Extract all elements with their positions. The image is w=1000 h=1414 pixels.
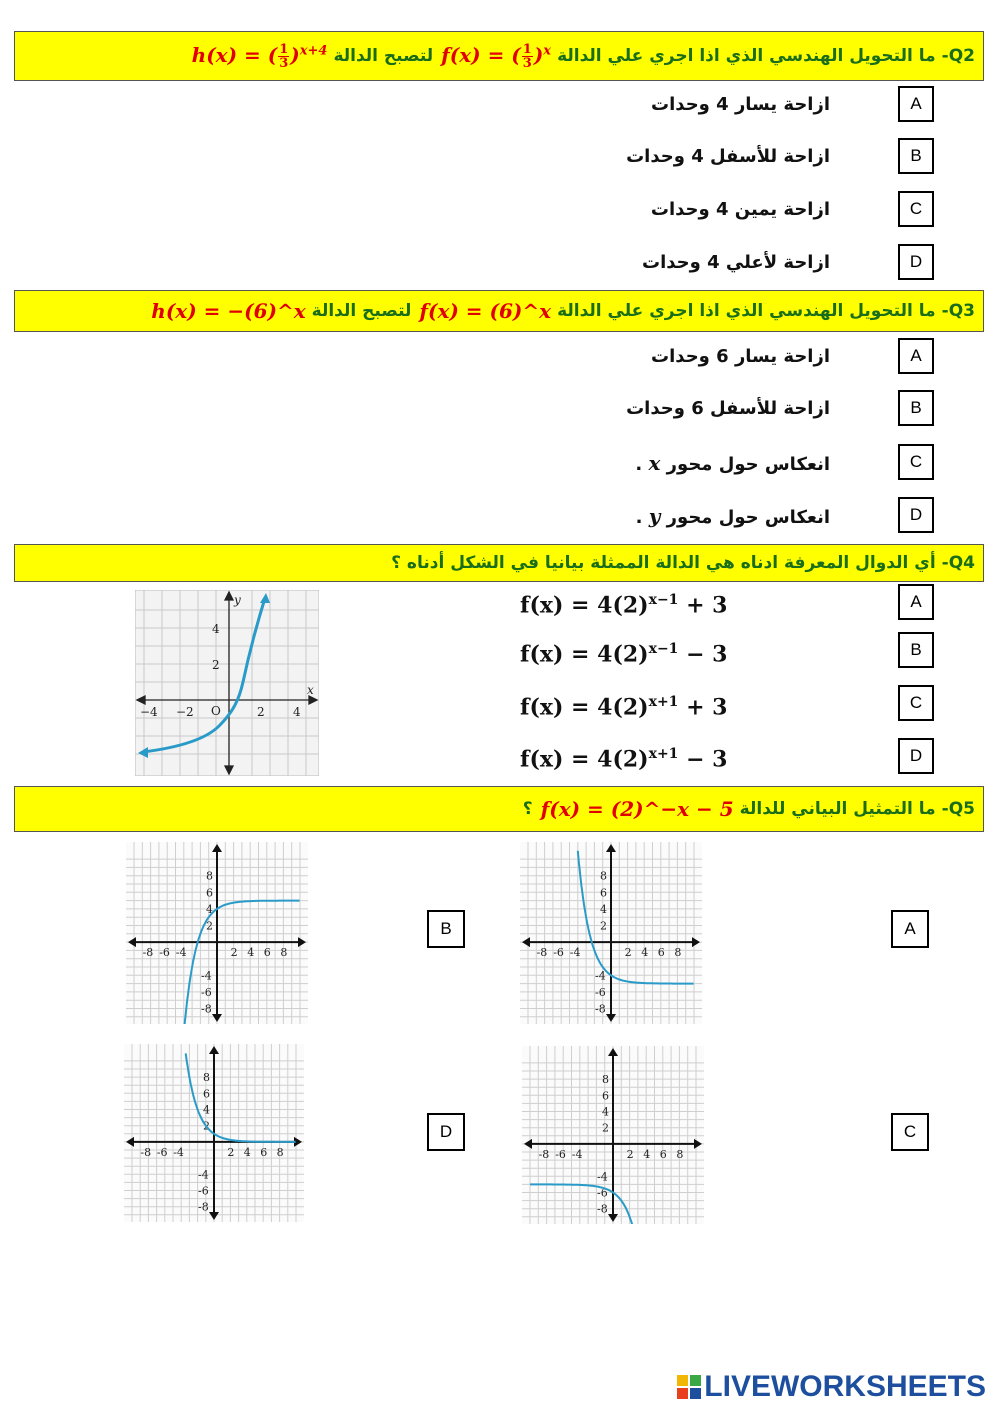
q5-ytick: -6 <box>198 1184 209 1198</box>
q4-graph-ytick-2: 2 <box>212 658 220 672</box>
q5-text: ما التمثيل البياني للدالة <box>739 799 936 819</box>
q5-xtick: 4 <box>643 1147 651 1161</box>
q4-option-c-base: f(x) = 4(2) <box>520 694 649 721</box>
q5-xtick: 8 <box>276 1145 284 1159</box>
q2-option-b-box[interactable]: B <box>898 138 934 174</box>
q4-option-a-tail: + 3 <box>678 592 728 619</box>
q5-ytick: -8 <box>201 1002 212 1016</box>
q5-ytick: 8 <box>602 1073 609 1087</box>
q5-ytick: 6 <box>602 1089 609 1103</box>
q5-ytick: 2 <box>600 919 607 933</box>
q2-option-a-box[interactable]: A <box>898 86 934 122</box>
q5-ytick: -4 <box>201 969 212 983</box>
q4-graph-xtick-4: 4 <box>293 705 301 719</box>
q3-option-c-text <box>430 451 830 475</box>
q3-number: Q3- <box>941 301 975 321</box>
q2-header <box>14 31 984 81</box>
q5-option-d-box[interactable]: D <box>427 1113 465 1151</box>
q2-option-b-text: ازاحة للأسفل 4 وحدات <box>626 146 830 167</box>
q4-graph-ytick-4: 4 <box>212 622 220 636</box>
q5-ytick: -6 <box>201 985 212 999</box>
q5-xtick: 2 <box>624 946 632 960</box>
q5-xtick: -4 <box>571 1147 583 1161</box>
q2-text2: لتصبح الدالة <box>333 46 434 66</box>
q4-graph-xtick-2: 2 <box>257 705 265 719</box>
q2-h-math: h(x) = ( $\frac{1}{3}$ )$^{x+4}$ <box>191 41 328 71</box>
q5-ytick: -4 <box>597 1170 608 1184</box>
q5-ytick: -4 <box>595 969 606 983</box>
q2-option-c-box[interactable]: C <box>898 191 934 227</box>
q4-option-b-box[interactable]: B <box>898 632 934 668</box>
logo-icon <box>676 1374 702 1400</box>
q5-graph-a <box>520 842 702 1024</box>
logo-text: LIVEWORKSHEETS <box>704 1370 986 1403</box>
q3-option-c-end: . <box>635 454 643 475</box>
q3-option-b-box[interactable]: B <box>898 390 934 426</box>
q5-xtick: 6 <box>659 1147 667 1161</box>
q5-xtick: -4 <box>173 1145 184 1159</box>
q4-graph-origin: O <box>211 704 221 718</box>
q4-graph-y-label: y <box>234 593 241 607</box>
q5-xtick: -4 <box>175 946 187 960</box>
q5-xtick: -6 <box>159 946 170 960</box>
q5-xtick: -8 <box>538 1147 550 1161</box>
q2-option-c-text: ازاحة يمين 4 وحدات <box>650 199 830 220</box>
q4-option-c-exp: x+1 <box>648 694 679 710</box>
q5-ytick: 4 <box>602 1105 609 1119</box>
q3-option-d-text <box>430 504 830 528</box>
q5-header <box>14 786 984 832</box>
q3-f-math: f(x) = (6)^x <box>419 299 552 323</box>
q5-ytick: 2 <box>203 1119 210 1133</box>
q5-xtick: 8 <box>674 946 682 960</box>
q5-xtick: 2 <box>626 1147 634 1161</box>
q5-ytick: -4 <box>198 1168 209 1182</box>
q4-option-d-formula <box>520 746 727 772</box>
q5-ytick: -8 <box>595 1002 606 1016</box>
q5-xtick: 6 <box>657 946 665 960</box>
q3-h-math: h(x) = −(6)^x <box>151 299 306 323</box>
q4-option-c-tail: + 3 <box>678 694 728 721</box>
q5-ytick: 4 <box>600 902 607 916</box>
q5-ytick: 8 <box>206 869 213 883</box>
q5-xtick: 6 <box>263 946 271 960</box>
q5-ytick: -8 <box>597 1202 608 1216</box>
q5-xtick: -8 <box>142 946 154 960</box>
q5-ytick: -6 <box>597 1186 608 1200</box>
q5-xtick: 4 <box>641 946 649 960</box>
q5-ytick: 6 <box>203 1087 210 1101</box>
q5-xtick: -8 <box>140 1145 152 1159</box>
q5-option-c-box[interactable]: C <box>891 1113 929 1151</box>
q5-ytick: 8 <box>600 869 607 883</box>
q5-ytick: 6 <box>206 886 213 900</box>
q2-number: Q2- <box>941 46 975 66</box>
q4-graph-x-label: x <box>307 683 314 697</box>
q5-xtick: -8 <box>536 946 548 960</box>
q5-option-a-box[interactable]: A <box>891 910 929 948</box>
q5-xtick: 6 <box>260 1145 268 1159</box>
q5-ytick: 2 <box>206 919 213 933</box>
q2-f-math: f(x) = ( $\frac{1}{3}$ )$^x$ <box>441 41 552 71</box>
q5-xtick: 8 <box>676 1147 684 1161</box>
q4-text: أي الدوال المعرفة ادناه هي الدالة الممثلة بيانيا في الشكل أدناه ؟ <box>391 553 936 573</box>
q5-graph-c <box>522 1046 704 1224</box>
q3-text: ما التحويل الهندسي الذي اذا اجري علي الدالة <box>557 301 936 321</box>
q5-ytick: 6 <box>600 886 607 900</box>
q4-header <box>14 544 984 582</box>
q5-ytick: 4 <box>203 1103 210 1117</box>
q3-option-d-label: انعكاس حول محور <box>666 507 830 528</box>
q4-option-c-formula <box>520 694 727 720</box>
q4-option-a-box[interactable]: A <box>898 584 934 620</box>
q4-option-a-base: f(x) = 4(2) <box>520 592 649 619</box>
q4-option-b-exp: x−1 <box>648 641 679 657</box>
q5-ytick: 2 <box>602 1121 609 1135</box>
q4-option-d-tail: − 3 <box>678 746 728 773</box>
q5-xtick: 4 <box>247 946 255 960</box>
q5-end: ؟ <box>522 799 533 819</box>
q2-option-d-text: ازاحة لأعلي 4 وحدات <box>641 252 830 273</box>
q3-option-d-box[interactable]: D <box>898 497 934 533</box>
q4-option-b-formula <box>520 641 727 667</box>
q4-option-a-exp: x−1 <box>648 592 679 608</box>
q5-xtick: -6 <box>156 1145 168 1159</box>
q4-graph-xtick-neg4: −4 <box>140 705 158 719</box>
q3-option-a-text: ازاحة يسار 6 وحدات <box>651 346 830 367</box>
q4-option-b-tail: − 3 <box>678 641 728 668</box>
q4-graph-xtick-neg2: −2 <box>176 705 194 719</box>
q3-option-c-var: x <box>648 451 661 475</box>
q3-option-b-text: ازاحة للأسفل 6 وحدات <box>626 398 830 419</box>
q4-option-d-exp: x+1 <box>648 746 679 762</box>
q3-option-a-box[interactable]: A <box>898 338 934 374</box>
q5-xtick: -4 <box>569 946 581 960</box>
q3-option-d-end: . <box>635 507 643 528</box>
q4-option-a-formula <box>520 592 727 618</box>
q4-option-c-box[interactable]: C <box>898 685 934 721</box>
q4-graph <box>135 590 319 776</box>
q2-option-d-box[interactable]: D <box>898 244 934 280</box>
q5-math: f(x) = (2)^−x − 5 <box>540 797 734 821</box>
q5-graph-d <box>124 1044 304 1222</box>
q5-ytick: -6 <box>595 985 606 999</box>
q5-ytick: 4 <box>206 902 213 916</box>
q3-header <box>14 290 984 332</box>
q5-xtick: -6 <box>553 946 564 960</box>
q4-option-d-box[interactable]: D <box>898 738 934 774</box>
q3-option-c-label: انعكاس حول محور <box>666 454 830 475</box>
q2-option-a-text: ازاحة يسار 4 وحدات <box>651 94 830 115</box>
q5-xtick: -6 <box>555 1147 566 1161</box>
liveworksheets-logo <box>676 1370 986 1404</box>
q5-option-b-box[interactable]: B <box>427 910 465 948</box>
q5-graph-b <box>126 842 308 1024</box>
q5-xtick: 8 <box>280 946 288 960</box>
q5-ytick: -8 <box>198 1200 209 1214</box>
q3-option-c-box[interactable]: C <box>898 444 934 480</box>
q4-option-b-base: f(x) = 4(2) <box>520 641 649 668</box>
q5-xtick: 4 <box>243 1145 251 1159</box>
q5-number: Q5- <box>941 799 975 819</box>
q4-number: Q4- <box>941 553 975 573</box>
q5-xtick: 2 <box>230 946 238 960</box>
q3-option-d-var: y <box>648 504 661 528</box>
q5-ytick: 8 <box>203 1071 210 1085</box>
q2-text: ما التحويل الهندسي الذي اذا اجري علي الدالة <box>557 46 936 66</box>
q5-xtick: 2 <box>227 1145 235 1159</box>
q3-text2: لتصبح الدالة <box>311 301 412 321</box>
q4-option-d-base: f(x) = 4(2) <box>520 746 649 773</box>
